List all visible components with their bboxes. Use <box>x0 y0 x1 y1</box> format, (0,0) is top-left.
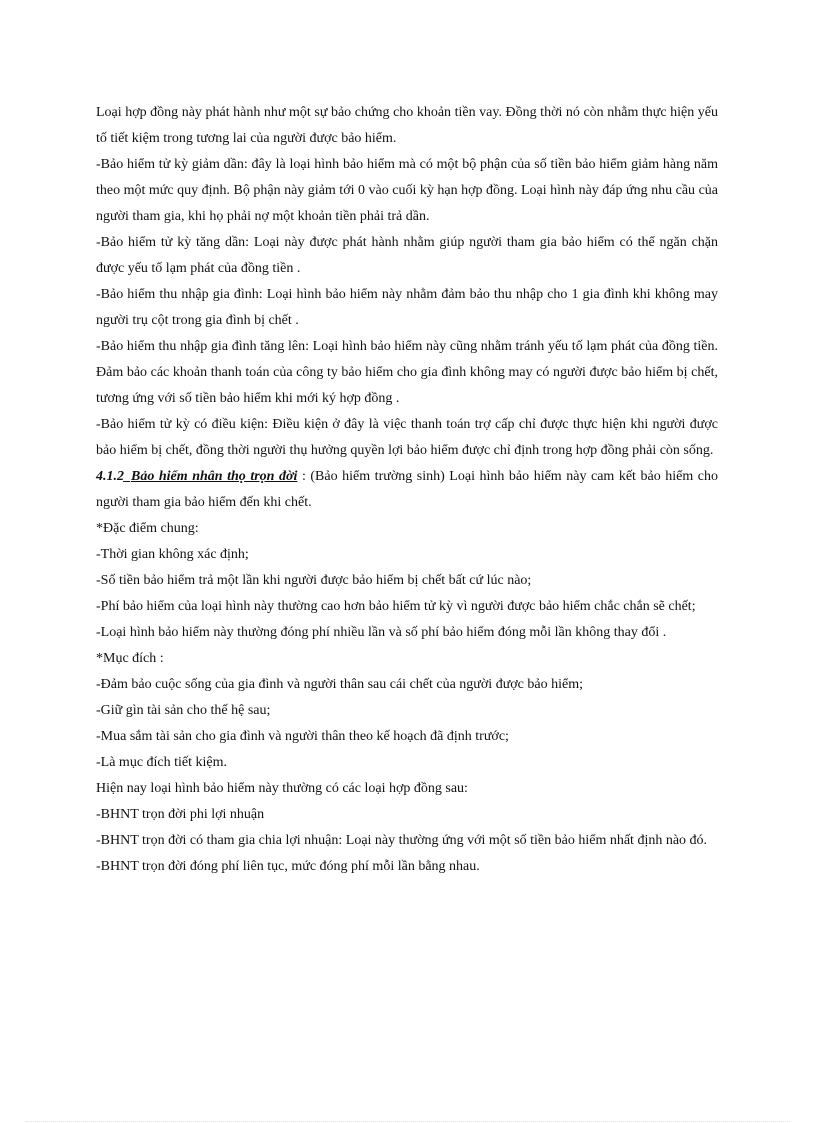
purpose-item: -Mua sắm tài sản cho gia đình và người thân theo kế hoạch đã định trước; <box>96 729 509 744</box>
page-bottom-divider <box>26 1121 790 1122</box>
section-heading <box>96 469 297 484</box>
purpose-item: -Là mục đích tiết kiệm. <box>96 755 228 770</box>
document-body <box>96 100 718 880</box>
feature-item: -Loại hình bảo hiểm này thường đóng phí nhiều lần và số phí bảo hiểm đóng mỗi lần không thay đổi . <box>96 625 667 640</box>
paragraph: -Bảo hiểm thu nhập gia đình tăng lên: Loại hình bảo hiểm này cũng nhằm tránh yếu tố lạm phát của đồng tiền. Đảm bảo các khoản thanh toán của công ty bảo hiểm cho gia đình không may có người được bảo hiểm bị chết, tương ứng với số tiền bảo hiểm khi mới ký hợp đồng . <box>96 339 718 406</box>
purpose-heading: *Mục đích : <box>96 651 164 666</box>
section-number: 4.1.2_ <box>96 469 131 484</box>
contract-item: -BHNT trọn đời đóng phí liên tục, mức đóng phí mỗi lần bằng nhau. <box>96 859 480 874</box>
paragraph: -Bảo hiểm tử kỳ có điều kiện: Điều kiện ở đây là việc thanh toán trợ cấp chỉ được thực hiện khi người được bảo hiểm bị chết, đồng thời người thụ hưởng quyền lợi bảo hiểm được chỉ định trong hợp đồng phải còn sống. <box>96 417 718 458</box>
contract-item: -BHNT trọn đời có tham gia chia lợi nhuận: Loại này thường ứng với một số tiền bảo hiểm nhất định nào đó. <box>96 833 708 848</box>
purpose-item: -Giữ gìn tài sản cho thế hệ sau; <box>96 703 271 718</box>
section-paragraph <box>96 464 718 516</box>
feature-item: -Thời gian không xác định; <box>96 547 249 562</box>
paragraph: Loại hợp đồng này phát hành như một sự bảo chứng cho khoản tiền vay. Đồng thời nó còn nhằm thực hiện yếu tố tiết kiệm trong tương lai của người được bảo hiểm. <box>96 105 718 146</box>
paragraph: -Bảo hiểm thu nhập gia đình: Loại hình bảo hiểm này nhằm đảm bảo thu nhập cho 1 gia đình khi không may người trụ cột trong gia đình bị chết . <box>96 287 718 328</box>
feature-item: -Số tiền bảo hiểm trả một lần khi người được bảo hiểm bị chết bất cứ lúc nào; <box>96 573 532 588</box>
features-heading: *Đặc điểm chung: <box>96 521 199 536</box>
feature-item: -Phí bảo hiểm của loại hình này thường cao hơn bảo hiểm tử kỳ vì người được bảo hiểm chắc chắn sẽ chết; <box>96 599 696 614</box>
paragraph: -Bảo hiểm tử kỳ giảm dần: đây là loại hình bảo hiểm mà có một bộ phận của số tiền bảo hiểm giảm hàng năm theo một mức quy định. Bộ phận này giảm tới 0 vào cuối kỳ hạn hợp đồng. Loại hình này đáp ứng nhu cầu của người tham gia, khi họ phải nợ một khoản tiền phải trả dần. <box>96 157 718 224</box>
section-text: : (Bảo hiểm trường sinh) Loại hình bảo hiểm này cam kết bảo hiểm cho người tham gia bảo hiểm đến khi chết. <box>96 469 718 510</box>
paragraph: -Bảo hiểm tử kỳ tăng dần: Loại này được phát hành nhằm giúp người tham gia bảo hiểm có thể ngăn chặn được yếu tố lạm phát của đồng tiền . <box>96 235 718 276</box>
section-title: Bảo hiểm nhân thọ trọn đời <box>131 469 298 484</box>
contract-item: -BHNT trọn đời phi lợi nhuận <box>96 807 265 822</box>
purpose-item: -Đảm bảo cuộc sống của gia đình và người thân sau cái chết của người được bảo hiểm; <box>96 677 583 692</box>
contracts-intro: Hiện nay loại hình bảo hiểm này thường có các loại hợp đồng sau: <box>96 781 468 796</box>
